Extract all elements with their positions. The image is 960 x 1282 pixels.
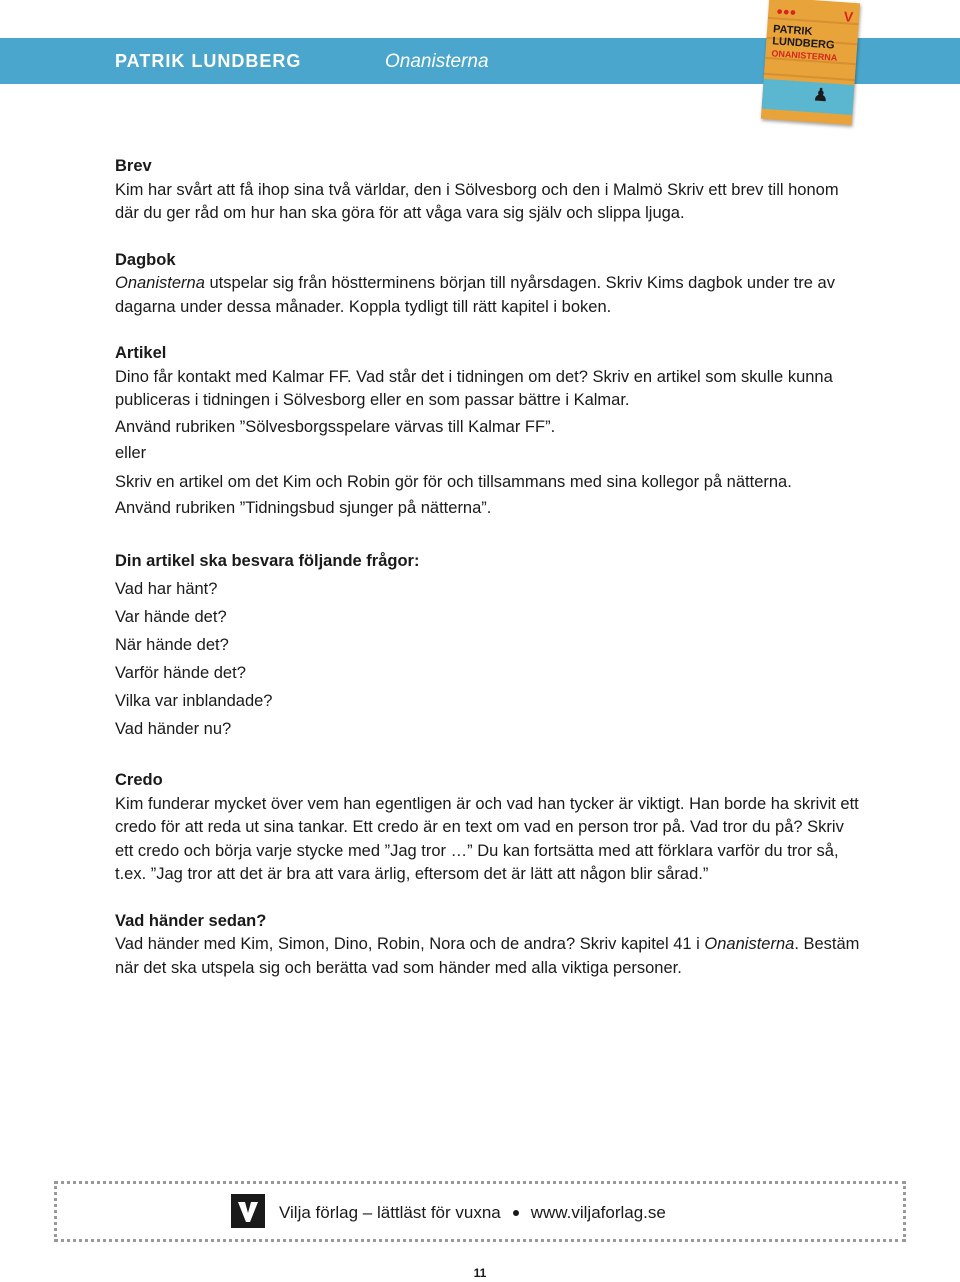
section-heading-dagbok: Dagbok [115, 250, 176, 269]
artikel-paragraph-1: Dino får kontakt med Kalmar FF. Vad står det i tidningen om det? Skriv en artikel som skulle kunna publiceras i tidningen i Sölvesborg eller en som passar bättre i Kalmar. [115, 367, 833, 409]
section-body-sedan: Vad händer med Kim, Simon, Dino, Robin, Nora och de andra? Skriv kapitel 41 i Onanisterna. Bestäm när det ska utspela sig och berätta vad som händer med alla viktiga personer. [115, 935, 860, 977]
artikel-paragraph-5: Använd rubriken ”Tidningsbud sjunger på nätterna”. [115, 499, 492, 517]
section-heading-artikel: Artikel [115, 344, 167, 362]
list-item: När hände det? [115, 636, 229, 654]
page-number: 11 [473, 1266, 487, 1280]
cover-illustration-band [762, 79, 855, 115]
book-title: Onanisterna [115, 274, 205, 292]
cover-logo-icon: V [843, 8, 854, 25]
publisher-url[interactable]: www.viljaforlag.se [530, 1203, 666, 1222]
list-item: Var hände det? [115, 608, 227, 626]
cover-author: PATRIK LUNDBERG [771, 23, 835, 52]
section-heading-credo: Credo [115, 771, 163, 789]
list-item: Varför hände det? [115, 664, 246, 682]
cover-title: ONANISTERNA [771, 48, 838, 63]
header-author: PATRIK LUNDBERG [115, 51, 302, 71]
section-heading-brev: Brev [115, 157, 152, 175]
vilja-logo-icon [231, 1194, 265, 1228]
section-body-credo: Kim funderar mycket över vem han egentligen är och vad han tycker är viktigt. Han borde ha skrivit ett credo för att reda ut sina tankar. Ett credo är en text om vad en person tror på. Vad tror du på? Skriv ett credo och börja varje stycke med ”Jag tror …” Du kan fortsätta med att förklara varför du tror så, t.ex. ”Jag tror att det är bra att vara ärlig, eftersom det är lätt att någon blir sårad.” [115, 794, 859, 883]
list-item: Vad händer nu? [115, 720, 232, 738]
section-heading-fragor: Din artikel ska besvara följande frågor: [115, 551, 420, 570]
question-list [115, 575, 860, 743]
section-body-dagbok: Onanisterna utspelar sig från höstterminens början till nyårsdagen. Skriv Kims dagbok under tre av dagarna under dessa månader. Koppla tydligt till rätt kapitel i boken. [115, 274, 835, 316]
list-item: Vilka var inblandade? [115, 692, 273, 710]
main-content [115, 155, 860, 980]
list-item: Vad har hänt? [115, 580, 218, 598]
header-title: Onanisterna [385, 51, 489, 72]
footer-text [279, 1203, 666, 1223]
artikel-paragraph-4: Skriv en artikel om det Kim och Robin gör för och tillsammans med sina kollegor på nätterna. [115, 472, 792, 491]
cover-figures-icon: ♟ [811, 84, 830, 106]
artikel-paragraph-2: Använd rubriken ”Sölvesborgsspelare värvas till Kalmar FF”. [115, 417, 556, 436]
artikel-paragraph-3: eller [115, 444, 147, 462]
publisher-label: Vilja förlag – lättläst för vuxna [279, 1203, 501, 1222]
book-title: Onanisterna [704, 935, 795, 953]
section-body-brev: Kim har svårt att få ihop sina två världar, den i Sölvesborg och den i Malmö Skriv ett brev till honom där du ger råd om hur han ska göra för att våga vara sig själv och slippa ljuga. [115, 180, 839, 222]
cover-dots: ●●● [775, 5, 797, 19]
section-heading-sedan: Vad händer sedan? [115, 911, 267, 930]
bullet-dot [513, 1210, 519, 1216]
book-cover-image [761, 0, 860, 125]
